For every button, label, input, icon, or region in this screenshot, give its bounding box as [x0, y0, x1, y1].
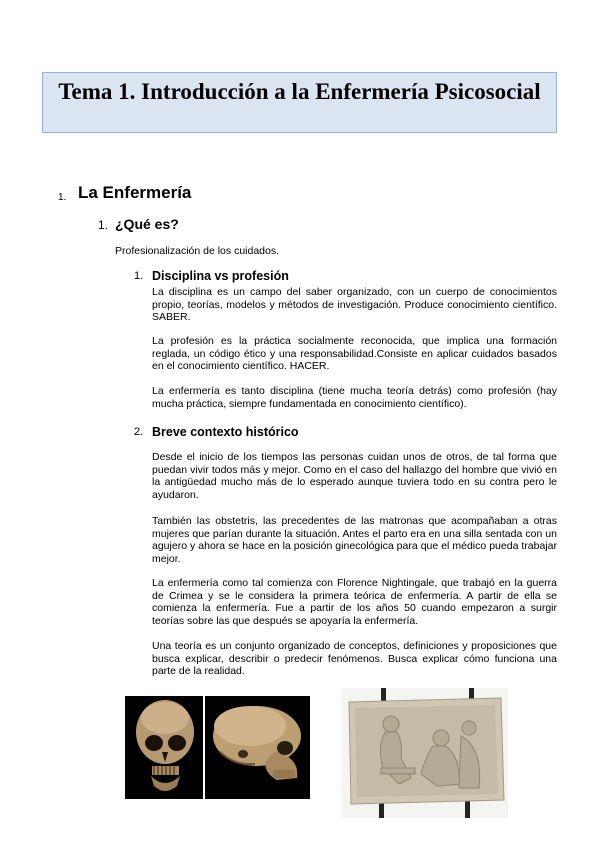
- skull-photo: [125, 696, 310, 799]
- title-box: [42, 72, 557, 133]
- intro-text: Profesionalización de los cuidados.: [115, 245, 280, 257]
- section-number: 1.: [58, 192, 67, 203]
- paragraph: La disciplina es un campo del saber organizado, con un cuerpo de conocimientos propio, teorías, modelos y métodos de investigación. Produce conocimiento científico. SABER.: [152, 286, 557, 323]
- relief-photo: [341, 688, 508, 818]
- topic-number: 1.: [134, 270, 144, 282]
- topic-number: 2.: [134, 426, 144, 438]
- section-title: La Enfermería: [78, 183, 192, 202]
- paragraph: También las obstetris, las precedentes de las matronas que acompañaban a otras mujeres que parían durante la situación. Antes el parto era en una silla sentada con un agujero y ahora se hace en la posición ginecológica para que el médico pueda trabajar mejor.: [152, 515, 557, 565]
- paragraph: La enfermería como tal comienza con Florence Nightingale, que trabajó en la guerra de Crimea y se le considera la primera teórica de enfermería. A partir de ella se comienza la enfermería. Fue a partir de los años 50 cuando empezaron a surgir teorías sobre las que después se apoyaría la enfermería.: [152, 577, 557, 627]
- paragraph: Desde el inicio de los tiempos las personas cuidan unos de otros, de tal forma que puedan vivir todos más y mejor. Como en el caso del hallazgo del hombre que vivió en la antigüedad mucho más de lo esperado aunque tuviera todo en su contra pero le ayudaron.: [152, 451, 557, 501]
- subsection-number: 1.: [98, 218, 109, 232]
- topic-title: Disciplina vs profesión: [152, 269, 289, 283]
- subsection-title: ¿Qué es?: [115, 216, 179, 232]
- topic-title: Breve contexto histórico: [152, 425, 299, 439]
- paragraph: La enfermería es tanto disciplina (tiene mucha teoría detrás) como profesión (hay mucha práctica, siempre fundamentada en conocimiento científico).: [152, 385, 557, 410]
- page-title: Tema 1. Introducción a la Enfermería Psicosocial: [58, 79, 541, 104]
- paragraph: Una teoría es un conjunto organizado de conceptos, definiciones y proposiciones que busca explicar, describir o predecir fenómenos. Busca explicar cómo funciona una parte de la realidad.: [152, 640, 557, 677]
- paragraph: La profesión es la práctica socialmente reconocida, que implica una formación reglada, un código ético y una responsabilidad.Consiste en aplicar cuidados basados en el conocimiento científico. HACER.: [152, 335, 557, 372]
